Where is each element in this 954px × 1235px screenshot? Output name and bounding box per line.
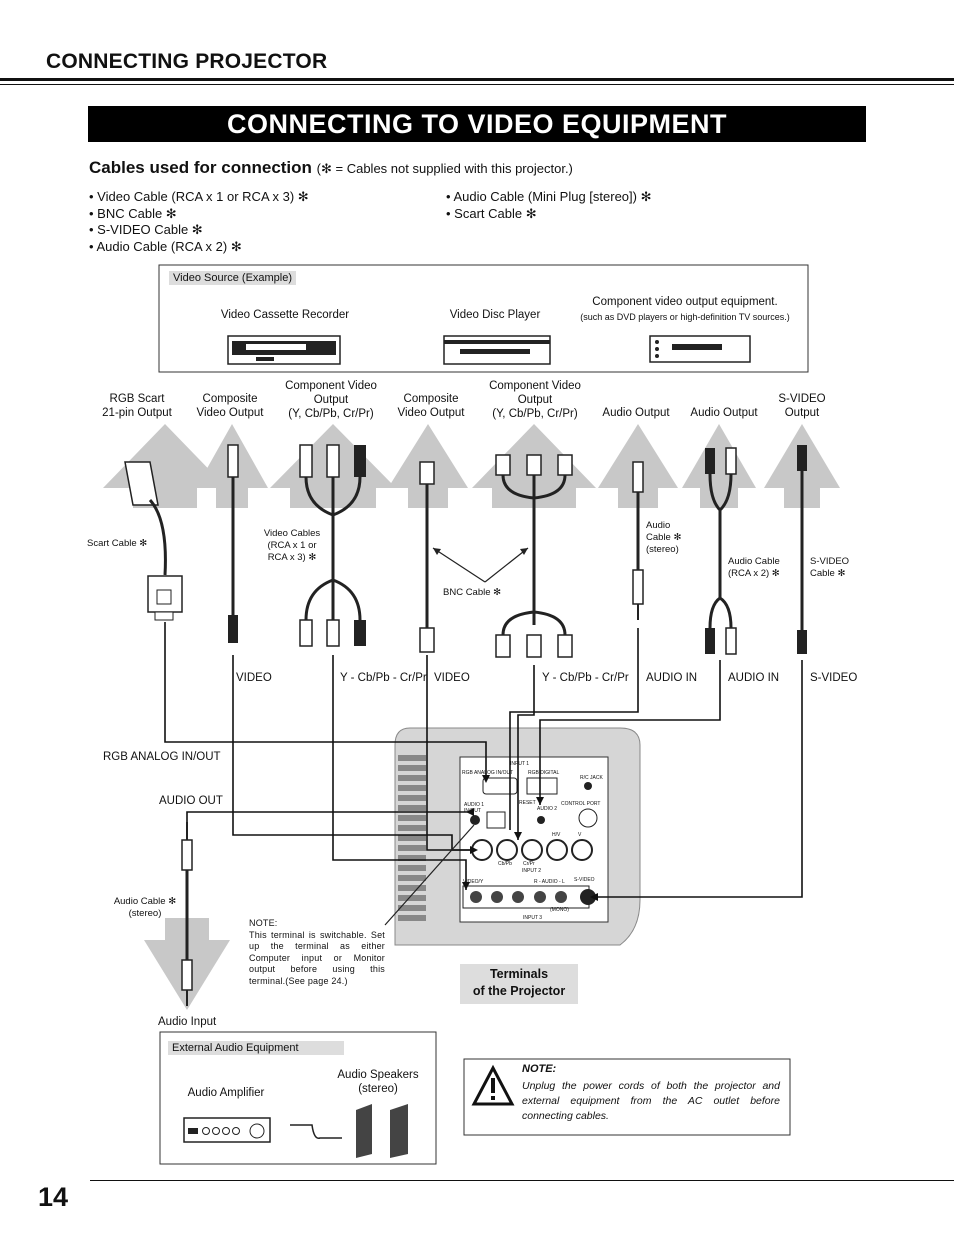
panel-digital-label: RGB DIGITAL: [528, 770, 560, 776]
panel-audio2-label: AUDIO 2: [537, 806, 558, 812]
input-video-1: VIDEO: [236, 672, 272, 684]
bnc-cable-3: [496, 455, 572, 657]
audio-out-label: AUDIO OUT: [159, 795, 223, 807]
input-svideo: S-VIDEO: [810, 672, 858, 684]
audio-stereo-cable-label: Audio Cable ✻ (stereo): [646, 520, 682, 555]
list-item: • BNC Cable ✻: [89, 205, 177, 221]
panel-input1-label: INPUT 1: [510, 761, 530, 767]
terminal-note: NOTE: This terminal is switchable. Set up the terminal as either Computer input or Monitor output before using this terminal.(See page 24.): [249, 918, 385, 986]
input-ycbcr-1: Y - Cb/Pb - Cr/Pr: [340, 672, 427, 684]
page-number: 14: [38, 1182, 69, 1212]
page-title: CONNECTING TO VIDEO EQUIPMENT: [88, 106, 866, 142]
component-output-label-2: Component Video Output (Y, Cb/Pb, Cr/Pr): [489, 380, 581, 420]
bnc-pointer: [433, 548, 528, 582]
cables-title: Cables used for connection: [89, 158, 312, 177]
terminals-label: Terminals of the Projector: [460, 964, 578, 1004]
section-title: CONNECTING PROJECTOR: [46, 50, 328, 73]
note-body: Unplug the power cords of both the projector and external equipment from the AC outlet before connecting cables.: [522, 1080, 780, 1122]
component-output-label-1: Component Video Output (Y, Cb/Pb, Cr/Pr): [285, 380, 377, 420]
cables-note: (✻ = Cables not supplied with this projector.): [316, 161, 573, 176]
panel-input2-label: INPUT 2: [522, 868, 542, 874]
input-audio-in-1: AUDIO IN: [646, 672, 698, 684]
list-item: • Video Cable (RCA x 1 or RCA x 3) ✻: [89, 189, 309, 204]
audio-out-cable: [182, 822, 192, 1006]
panel-input3-label: INPUT 3: [523, 915, 543, 921]
input-audio-in-2: AUDIO IN: [728, 672, 780, 684]
vcr-label: Video Cassette Recorder: [220, 309, 350, 321]
panel-audio-rl-label: R - AUDIO - L: [534, 879, 565, 885]
rca-cable-1: [228, 445, 238, 643]
dvd-player-icon: [650, 336, 750, 362]
panel-hv-label: H/V: [552, 832, 561, 838]
panel-control-label: CONTROL PORT: [561, 801, 601, 807]
list-item: • Scart Cable ✻: [446, 205, 537, 221]
panel-rgb-label: RGB ANALOG IN/OUT: [462, 770, 514, 776]
svideo-cable-label: S-VIDEO Cable ✻: [810, 556, 850, 579]
bnc-cable-label: BNC Cable ✻: [443, 587, 502, 598]
audio-rca-cable-label: Audio Cable (RCA x 2) ✻: [728, 556, 780, 579]
amplifier-label: Audio Amplifier: [187, 1087, 265, 1099]
scart-cable-label: Scart Cable ✻: [87, 538, 148, 549]
list-item: • Audio Cable (Mini Plug [stereo]) ✻: [446, 189, 652, 204]
panel-audio1-label: AUDIO 1 IN/OUT: [464, 802, 485, 814]
list-item: • Audio Cable (RCA x 2) ✻: [89, 238, 242, 254]
video-source-tag: Video Source (Example): [169, 271, 296, 285]
disc-player-label: Video Disc Player: [449, 309, 541, 321]
mini-plug-cable: [633, 462, 643, 620]
panel-video-y-label: VIDEO/Y: [463, 879, 484, 885]
audio-output-label-2: Audio Output: [690, 407, 758, 419]
panel-svideo-label: S-VIDEO: [574, 877, 595, 883]
amplifier-icon: [184, 1118, 270, 1142]
panel-reset-label: RESET: [519, 800, 536, 806]
panel-cr-label: Cr/Pr: [523, 861, 535, 867]
vcr-icon: [228, 336, 340, 364]
video-cables-label: Video Cables (RCA x 1 or RCA x 3) ✻: [263, 528, 321, 563]
list-item: • S-VIDEO Cable ✻: [89, 222, 203, 237]
disc-player-icon: [444, 336, 550, 364]
speakers-label: Audio Speakers (stereo): [337, 1069, 419, 1095]
component-equipment-sub: (such as DVD players or high-definition TV sources.): [580, 312, 790, 322]
panel-cb-label: Cb/Pb: [498, 861, 512, 867]
audio-out-cable-label: Audio Cable ✻ (stereo): [113, 896, 177, 919]
input-video-2: VIDEO: [434, 672, 470, 684]
composite-output-label-2: Composite Video Output: [397, 393, 465, 419]
audio-output-label-1: Audio Output: [602, 407, 670, 419]
rgb-analog-label: RGB ANALOG IN/OUT: [103, 751, 221, 763]
panel-rc-label: R/C JACK: [580, 775, 603, 781]
svideo-output-label: S-VIDEO Output: [778, 393, 826, 419]
composite-output-label-1: Composite Video Output: [196, 393, 264, 419]
rgb-scart-output-label: RGB Scart 21-pin Output: [102, 393, 172, 419]
footer-rule: [90, 1180, 954, 1181]
note-title: NOTE:: [522, 1063, 557, 1075]
component-equipment-label: Component video output equipment.: [592, 296, 778, 308]
audio-input-label: Audio Input: [158, 1016, 217, 1028]
input-ycbcr-2: Y - Cb/Pb - Cr/Pr: [542, 672, 629, 684]
panel-mono-label: (MONO): [550, 907, 569, 913]
panel-v-label: V: [578, 832, 582, 838]
external-audio-tag: External Audio Equipment: [168, 1041, 344, 1055]
